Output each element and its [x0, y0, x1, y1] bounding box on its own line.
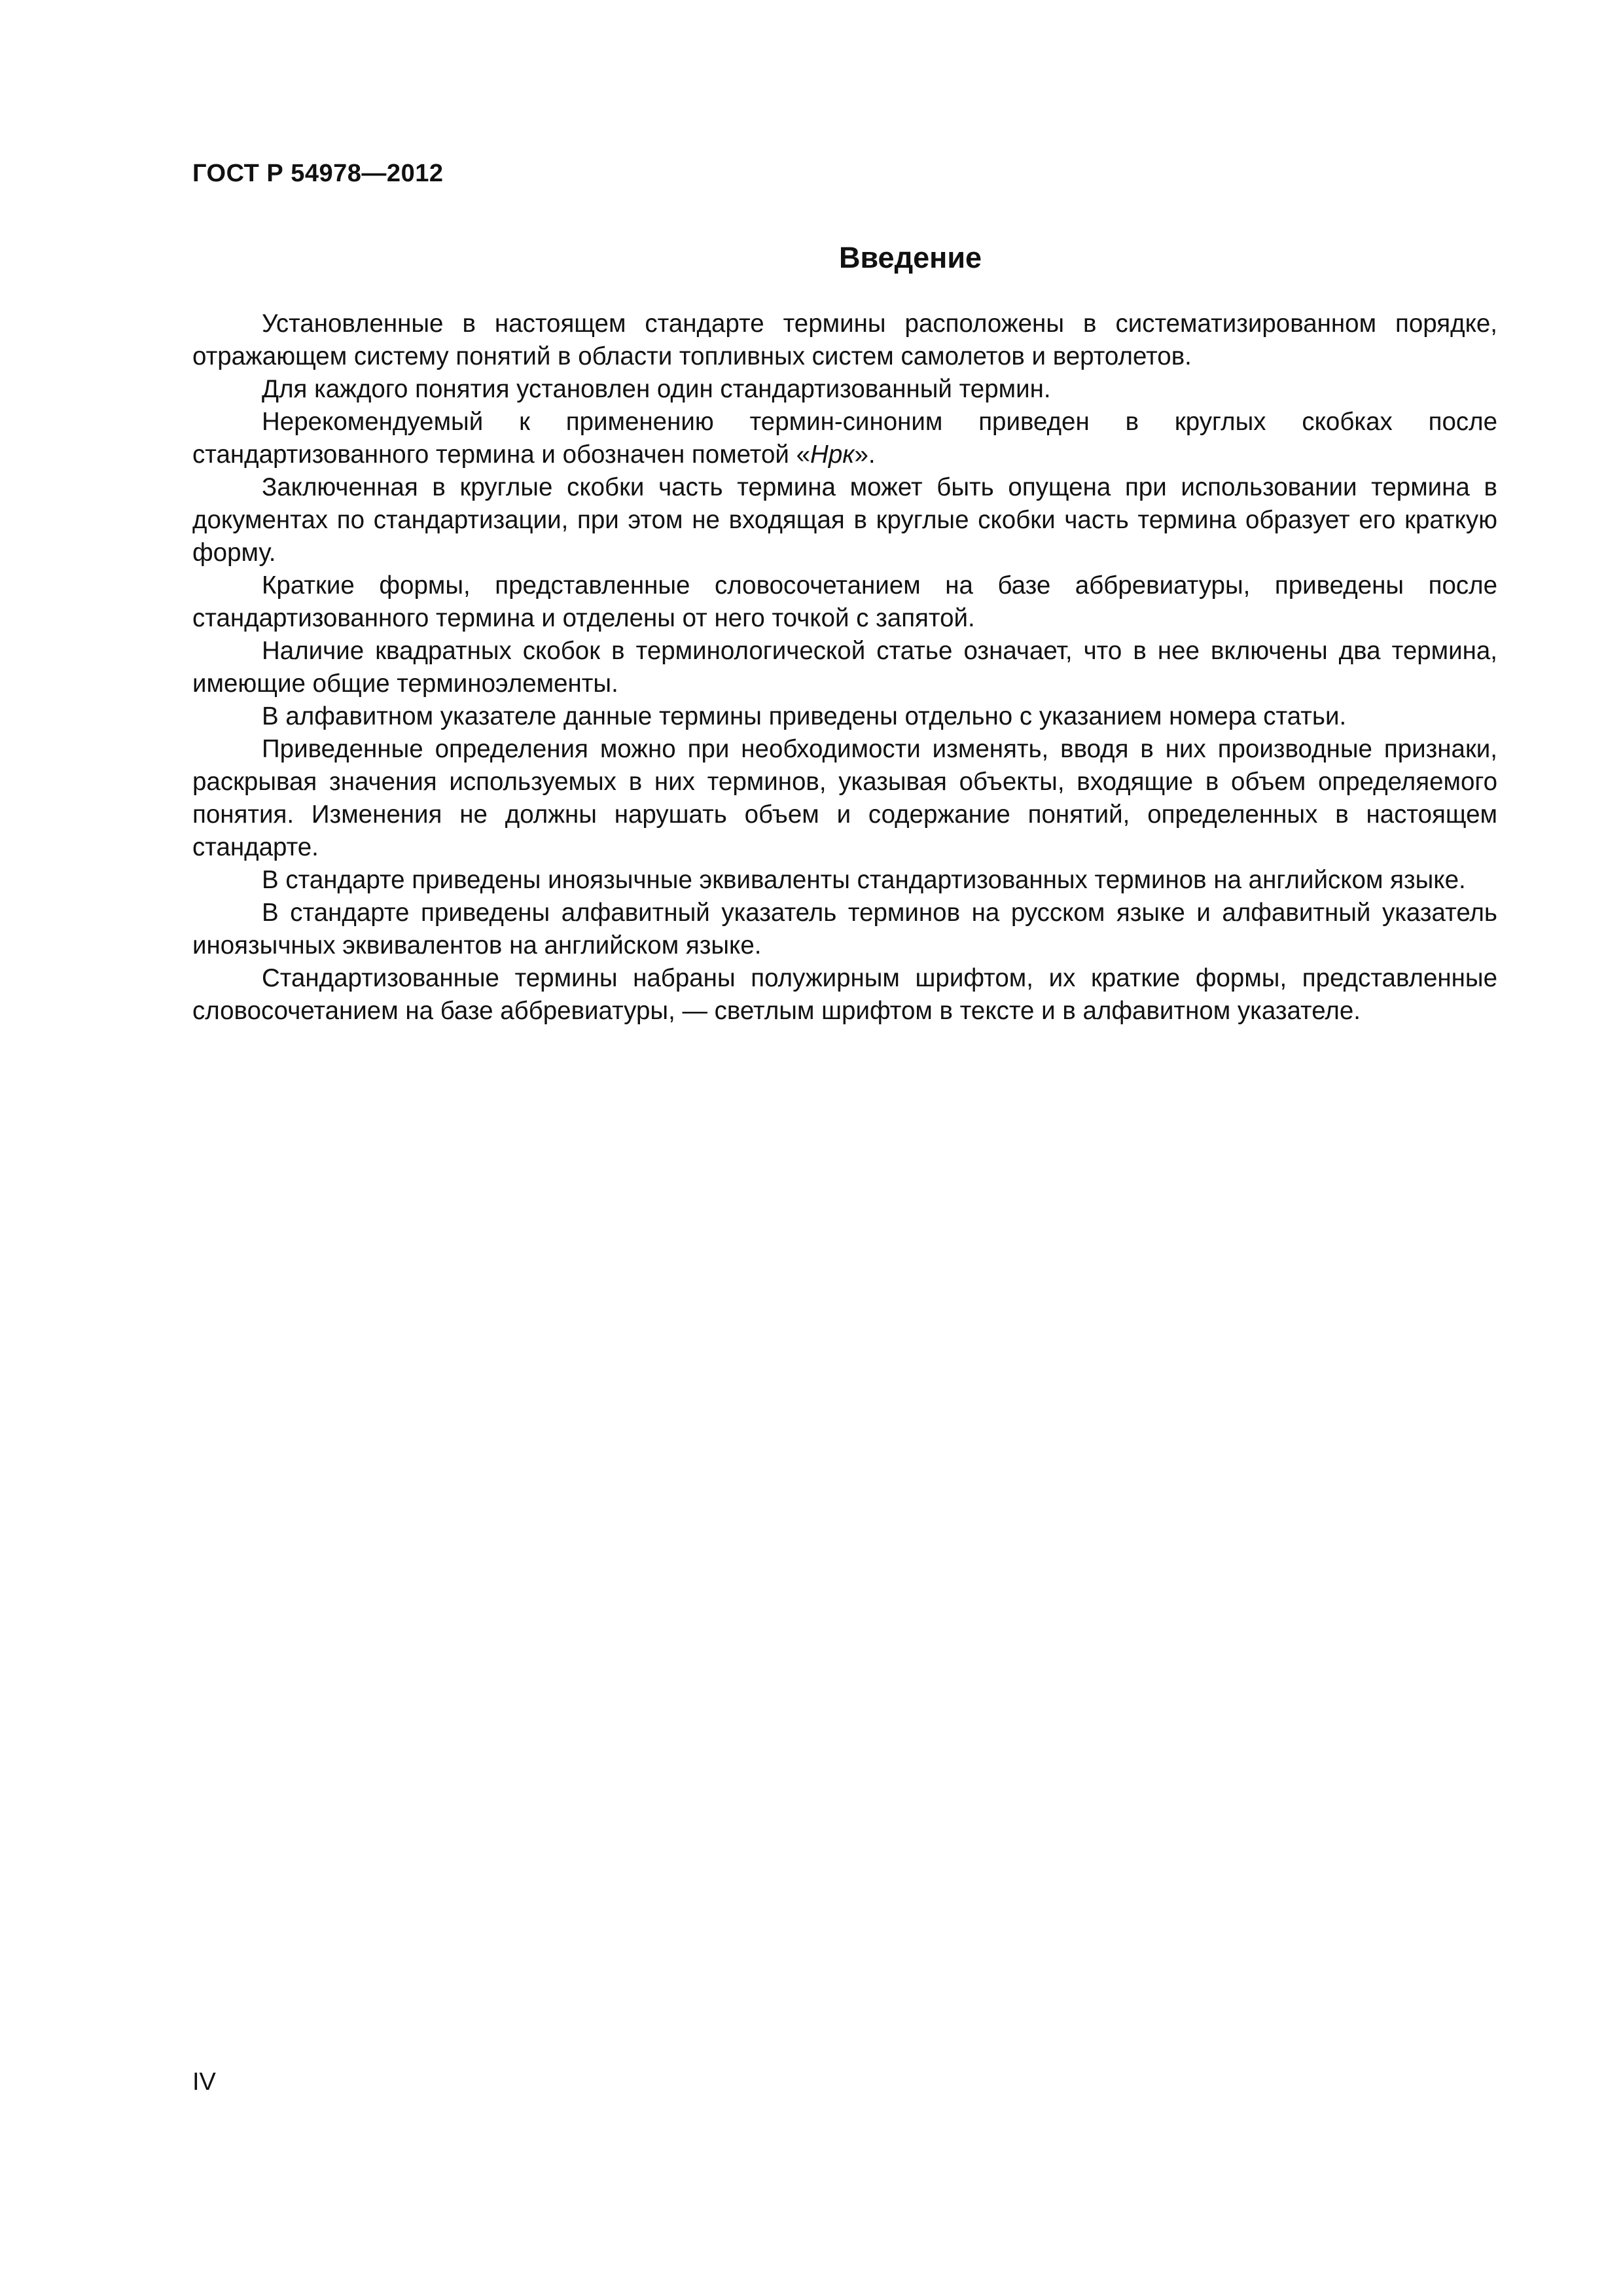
- section-title: Введение: [838, 241, 982, 274]
- paragraph-1: Установленные в настоящем стандарте термины расположены в систематизированном порядке, отражающем систему понятий в области топливных систем самолетов и вертолетов.: [192, 310, 1497, 370]
- paragraph-3-text-end: ».: [854, 440, 876, 469]
- paragraph-3-italic-mark: Нрк: [810, 440, 855, 469]
- paragraph-5: Краткие формы, представленные словосочетанием на базе аббревиатуры, приведены после стандартизованного термина и отделены от него точкой с запятой.: [192, 571, 1497, 632]
- paragraph-3: [192, 406, 1497, 471]
- document-code: ГОСТ Р 54978—2012: [192, 160, 444, 187]
- paragraph-4: Заключенная в круглые скобки часть термина может быть опущена при использовании термина в документах по стандартизации, при этом не входящая в круглые скобки часть термина образует его краткую форму.: [192, 473, 1497, 567]
- paragraph-6: Наличие квадратных скобок в терминологической статье означает, что в нее включены два термина, имеющие общие терминоэлементы.: [192, 637, 1497, 698]
- paragraph-2: Для каждого понятия установлен один стандартизованный термин.: [262, 375, 1051, 403]
- paragraph-3-text-start: Нерекомендуемый к применению термин-синоним приведен в круглых скобках после стандартизованного термина и обозначен пометой «: [192, 408, 1497, 469]
- paragraph-7: В алфавитном указателе данные термины приведены отдельно с указанием номера статьи.: [262, 702, 1347, 730]
- paragraph-10: В стандарте приведены алфавитный указатель терминов на русском языке и алфавитный указатель иноязычных эквивалентов на английском языке.: [192, 899, 1497, 960]
- paragraph-11: Стандартизованные термины набраны полужирным шрифтом, их краткие формы, представленные словосочетанием на базе аббревиатуры, — светлым шрифтом в тексте и в алфавитном указателе.: [192, 964, 1497, 1025]
- page-number: IV: [192, 2068, 216, 2096]
- paragraph-8: Приведенные определения можно при необходимости изменять, вводя в них производные признаки, раскрывая значения используемых в них терминов, указывая объекты, входящие в объем определяемого понятия. Изменения не должны нарушать объем и содержание понятий, определенных в настоящем стандарте.: [192, 735, 1497, 861]
- introduction-body: [192, 308, 1497, 1028]
- paragraph-9: В стандарте приведены иноязычные эквиваленты стандартизованных терминов на английском языке.: [262, 866, 1466, 894]
